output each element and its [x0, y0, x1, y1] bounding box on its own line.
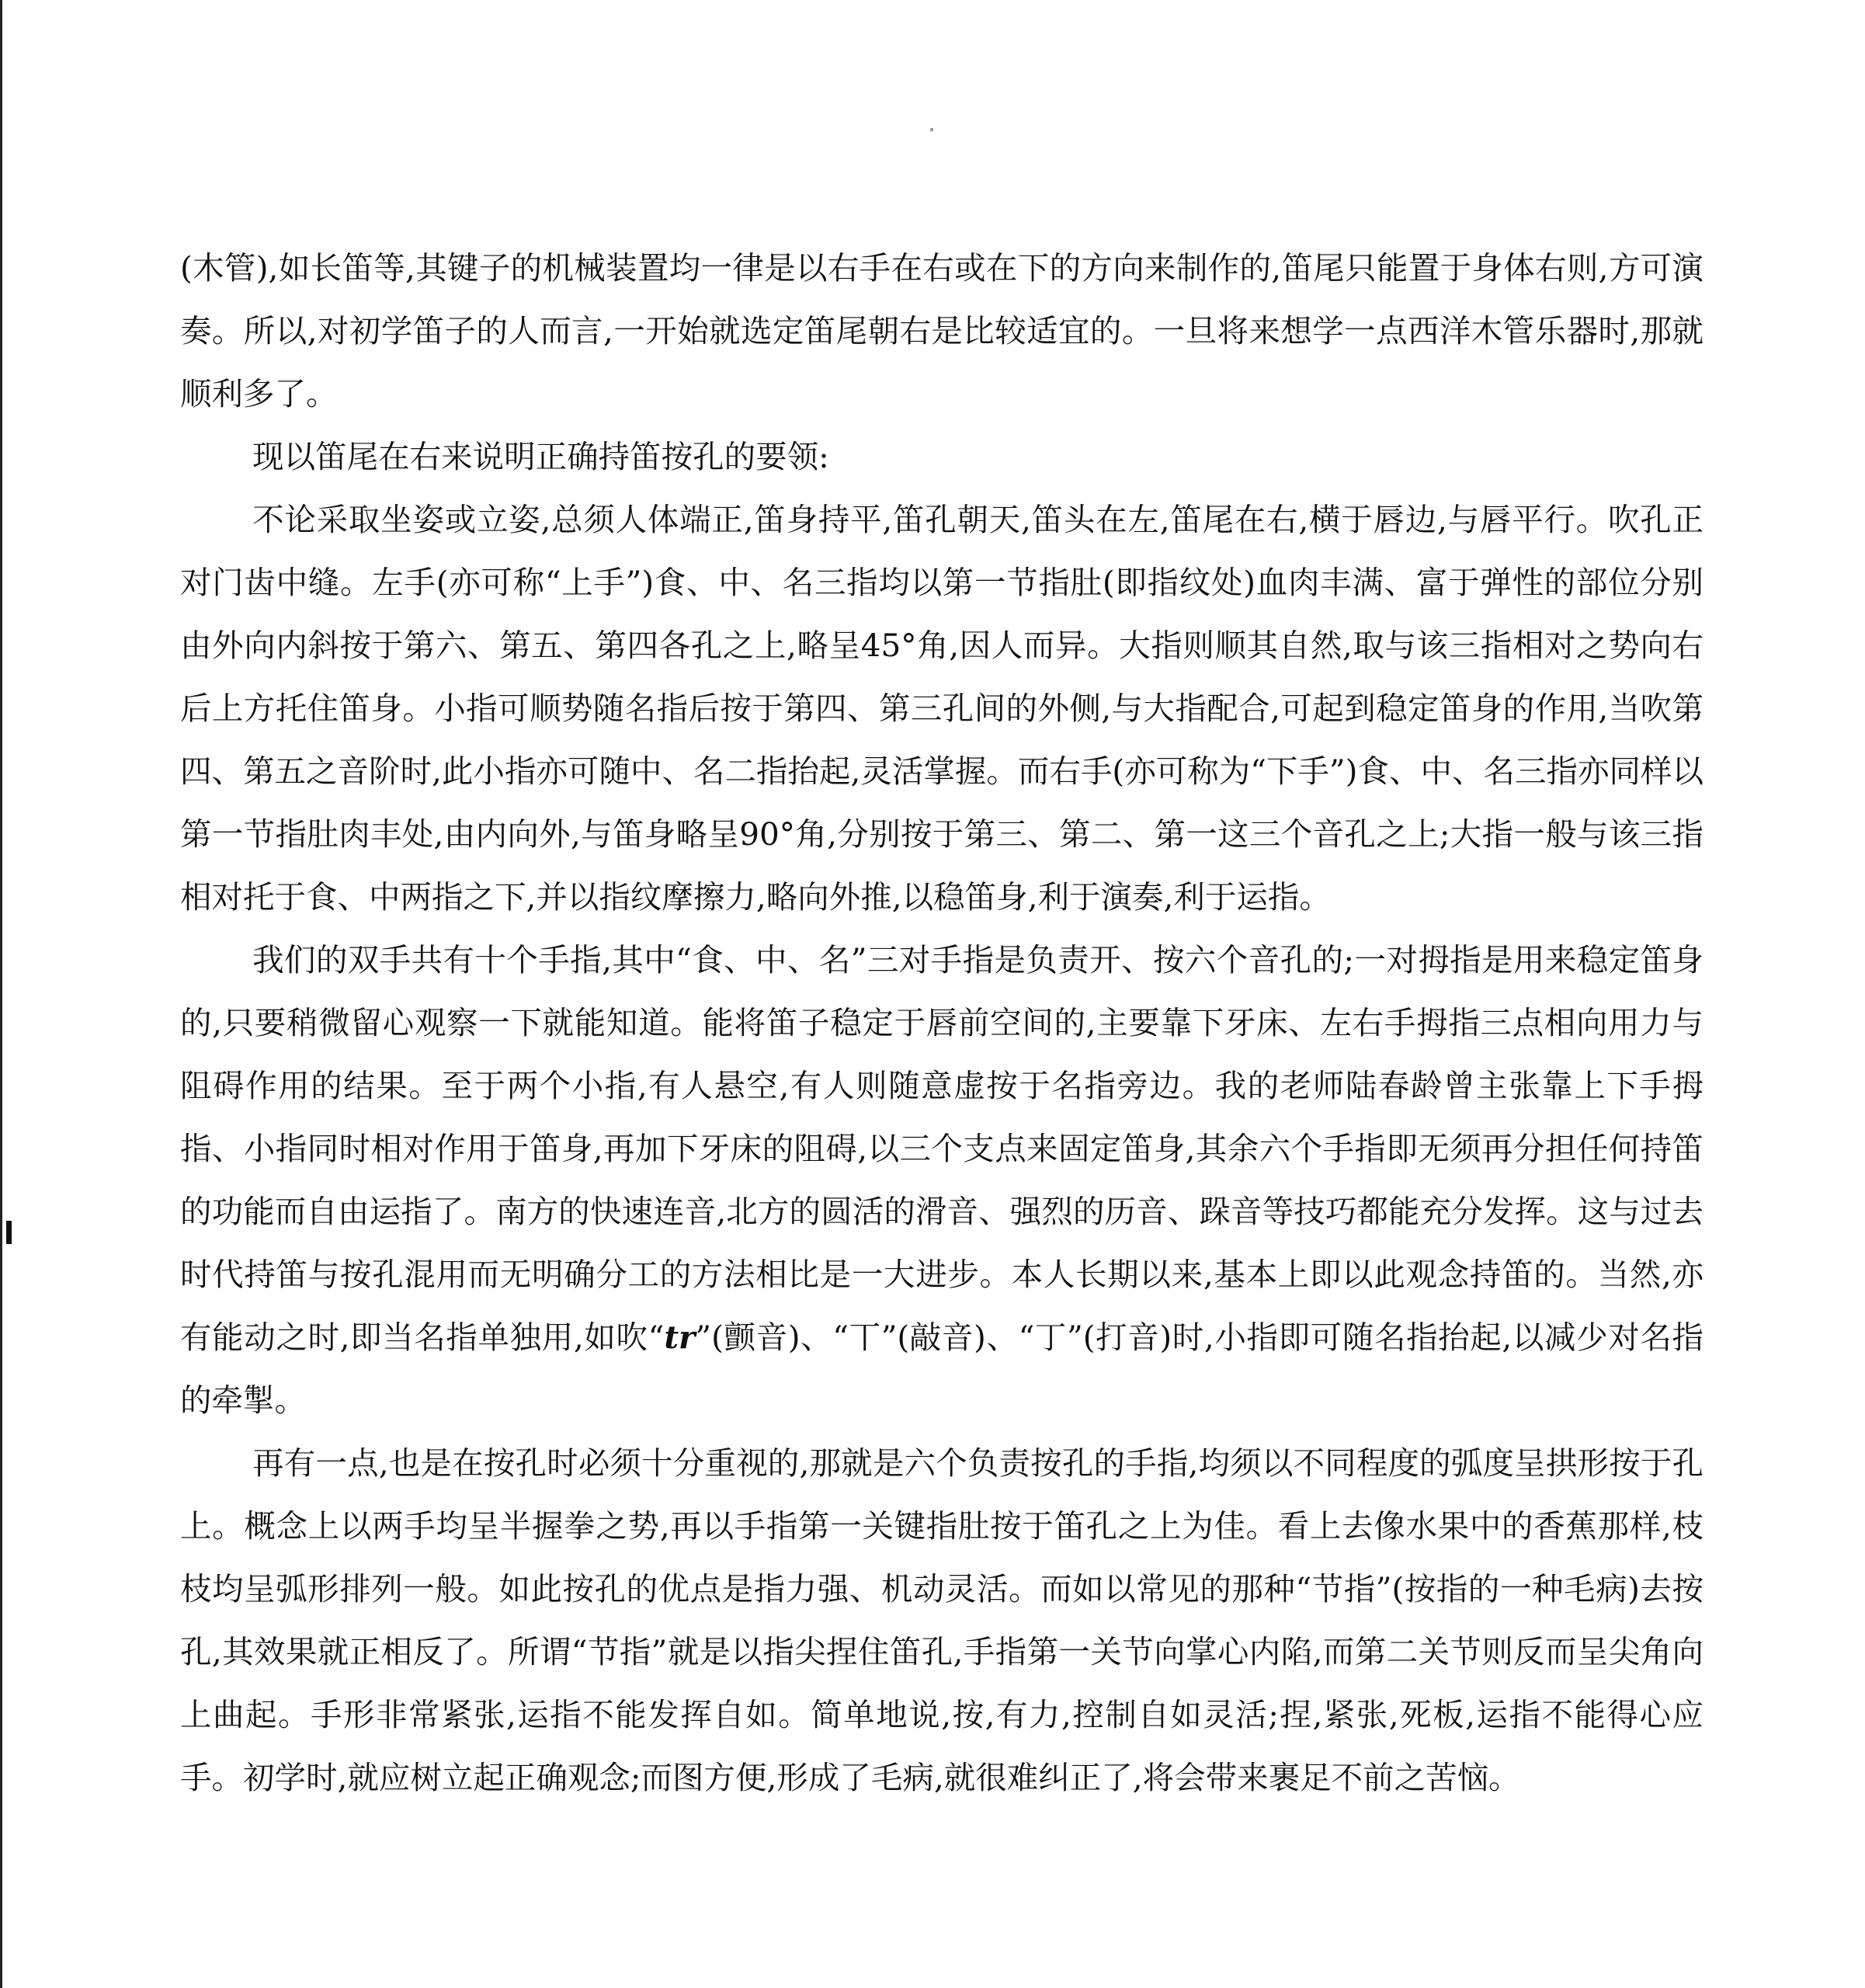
strike-symbol: 丅 [848, 1319, 881, 1356]
paragraph-2: 现以笛尾在右来说明正确持笛按孔的要领: [252, 438, 829, 475]
trill-symbol: tr [664, 1319, 696, 1356]
paragraph-4-text-mid1: ”(颤音)、“ [695, 1319, 849, 1356]
paragraph-4 [180, 929, 1704, 1432]
scan-left-edge [0, 0, 2, 1988]
paragraph-5: 再有一点,也是在按孔时必须十分重视的,那就是六个负责按孔的手指,均须以不同程度的弧度呈拱形按于孔上。概念上以两手均呈半握拳之势,再以手指第一关键指肚按于笛孔之上为佳。看上去像水果中的香蕉那样,枝枝均呈弧形排列一般。如此按孔的优点是指力强、机动灵活。而如以常见的那种“节指”(按指的一种毛病)去按孔,其效果就正相反了。所谓“节指”就是以指尖捏住笛孔,手指第一关节向掌心内陷,而第二关节则反而呈尖角向上曲起。手形非常紧张,运指不能发挥自如。简单地说,按,有力,控制自如灵活;捏,紧张,死板,运指不能得心应手。初学时,就应树立起正确观念;而图方便,形成了毛病,就很难纠正了,将会带来裹足不前之苦恼。 [180, 1444, 1704, 1796]
margin-mark [6, 1221, 12, 1244]
paragraph-3: 不论采取坐姿或立姿,总须人体端正,笛身持平,笛孔朝天,笛头在左,笛尾在右,横于唇边,与唇平行。吹孔正对门齿中缝。左手(亦可称“上手”)食、中、名三指均以第一节指肚(即指纹处)血肉丰满、富于弹性的部位分别由外向内斜按于第六、第五、第四各孔之上,略呈45°角,因人而异。大指则顺其自然,取与该三指相对之势向右后上方托住笛身。小指可顺势随名指后按于第四、第三孔间的外侧,与大指配合,可起到稳定笛身的作用,当吹第四、第五之音阶时,此小指亦可随中、名二指抬起,灵活掌握。而右手(亦可称为“下手”)食、中、名三指亦同样以第一节指肚肉丰处,由内向外,与笛身略呈90°角,分别按于第三、第二、第一这三个音孔之上;大指一般与该三指相对托于食、中两指之下,并以指纹摩擦力,略向外推,以稳笛身,利于演奏,利于运指。 [180, 501, 1704, 916]
paragraph-1: (木管),如长笛等,其键子的机械装置均一律是以右手在右或在下的方向来制作的,笛尾只能置于身体右则,方可演奏。所以,对初学笛子的人而言,一开始就选定笛尾朝右是比较适宜的。一旦将来想学一点西洋木管乐器时,那就顺利多了。 [180, 249, 1704, 412]
paragraph-4-text-mid2: ”(敲音)、“ [880, 1319, 1035, 1356]
paragraph-4-text-before: 我们的双手共有十个手指,其中“食、中、名”三对手指是负责开、按六个音孔的;一对拇指是用来稳定笛身的,只要稍微留心观察一下就能知道。能将笛子稳定于唇前空间的,主要靠下牙床、左右手拇指三点相向用力与阻碍作用的结果。至于两个小指,有人悬空,有人则随意虚按于名指旁边。我的老师陆春龄曾主张靠上下手拇指、小指同时相对作用于笛身,再加下牙床的阻碍,以三个支点来固定笛身,其余六个手指即无须再分担任何持笛的功能而自由运指了。南方的快速连音,北方的圆活的滑音、强烈的历音、跺音等技巧都能充分发挥。这与过去时代持笛与按孔混用而无明确分工的方法相比是一大进步。本人长期以来,基本上即以此观念持笛的。当然,亦有能动之时,即当名指单独用,如吹“ [180, 941, 1704, 1356]
paragraph-4-text-after: ”(打音)时,小指即可随名指抬起,以减少对名指的牵掣。 [180, 1319, 1704, 1419]
page-body [180, 237, 1704, 1809]
beat-symbol: 丁 [1034, 1319, 1068, 1356]
scan-speck [930, 128, 933, 131]
